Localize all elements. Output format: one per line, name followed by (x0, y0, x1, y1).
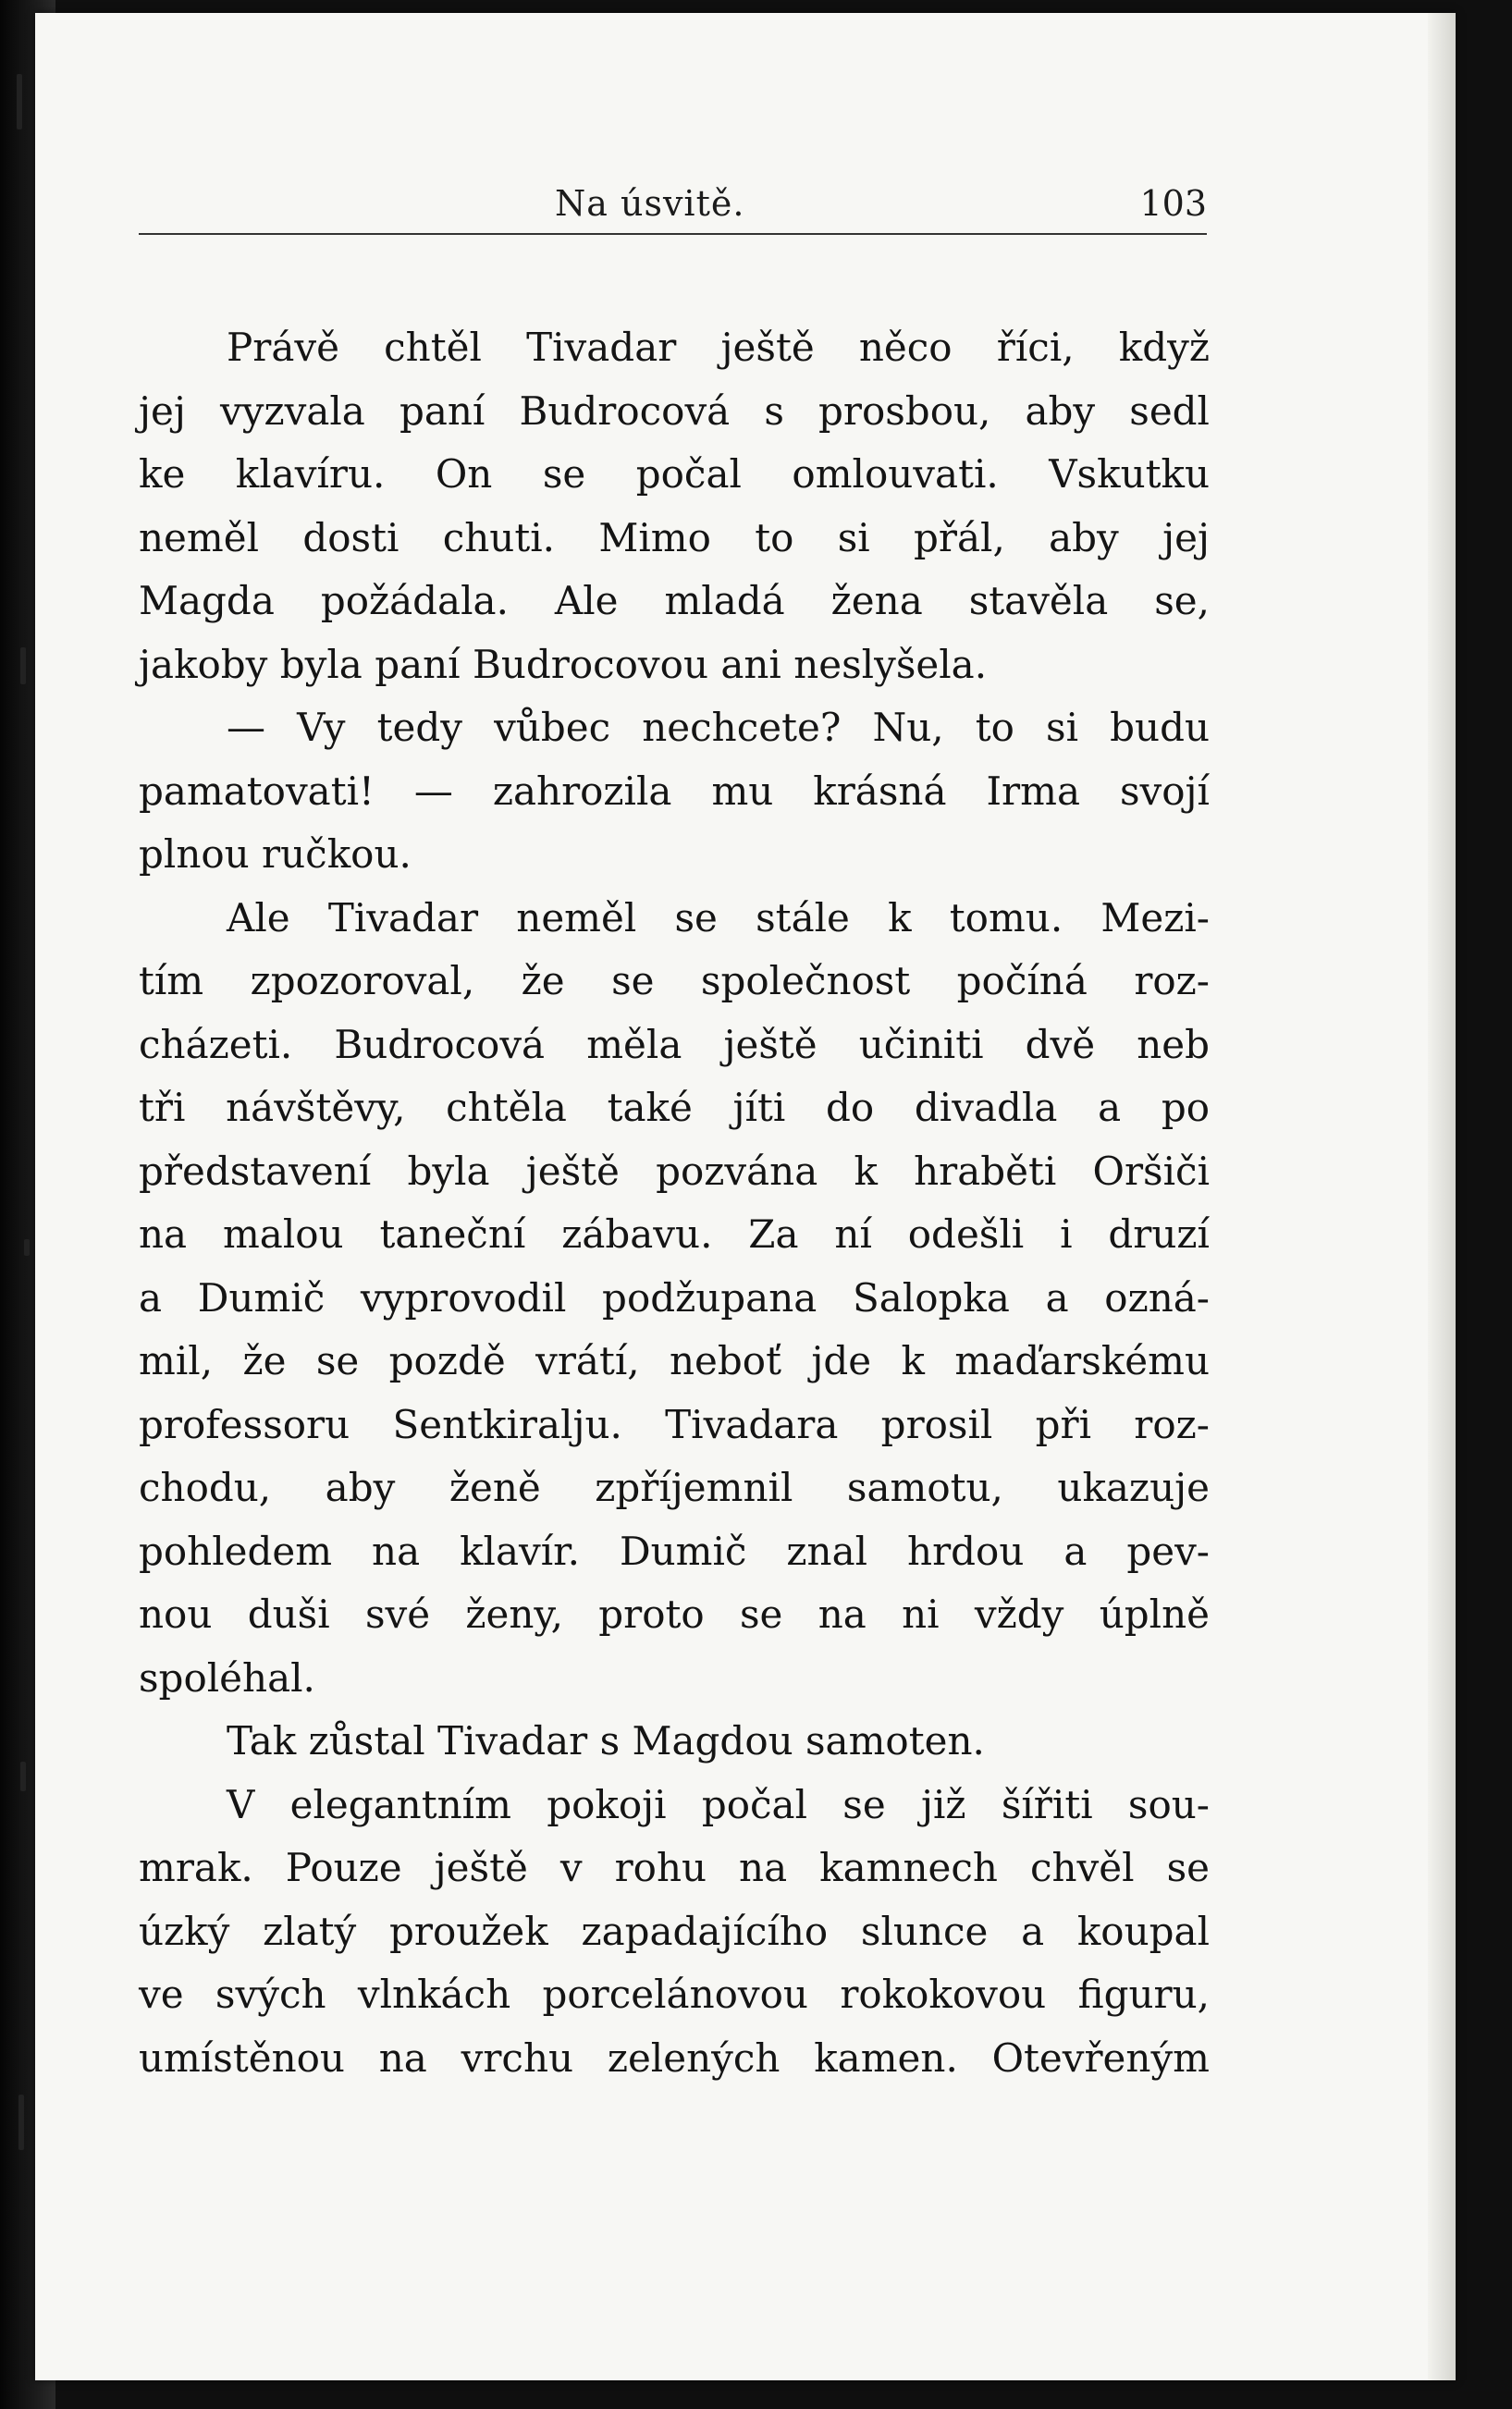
margin-mark (20, 647, 26, 684)
margin-mark (20, 1762, 26, 1791)
running-title: Na úsvitě. (555, 183, 745, 224)
page-number: 103 (1139, 183, 1207, 224)
text-line: Ale Tivadar neměl se stále k tomu. Mezi- (227, 894, 1210, 940)
header-rule (139, 233, 1207, 235)
text-line: nou duši své ženy, proto se na ni vždy úplně (139, 1592, 1210, 1637)
text-line: Tak zůstal Tivadar s Magdou samoten. (227, 1718, 985, 1764)
text-line: — Vy tedy vůbec nechcete? Nu, to si budu (227, 705, 1210, 750)
text-line: Právě chtěl Tivadar ještě něco říci, když (227, 325, 1210, 370)
text-line: V elegantním pokoji počal se již šířiti sou- (227, 1781, 1210, 1827)
text-line: tím zpozoroval, že se společnost počíná roz- (139, 958, 1210, 1003)
text-line: ve svých vlnkách porcelánovou rokokovou figuru, (139, 1972, 1210, 2017)
text-line: pohledem na klavír. Dumič znal hrdou a pev- (139, 1528, 1210, 1574)
text-line: pamatovati! — zahrozila mu krásná Irma svojí (139, 768, 1210, 814)
text-line: mrak. Pouze ještě v rohu na kamnech chvěl se (139, 1845, 1210, 1890)
text-line: neměl dosti chuti. Mimo to si přál, aby jej (139, 514, 1210, 560)
text-line: jakoby byla paní Budrocovou ani neslyšela. (139, 641, 988, 687)
text-line: a Dumič vyprovodil podžupana Salopka a ozná- (139, 1274, 1210, 1321)
margin-mark (24, 1239, 30, 1256)
text-line: tři návštěvy, chtěla také jíti do divadla a po (139, 1085, 1210, 1130)
text-line: cházeti. Budrocová měla ještě učiniti dvě neb (139, 1021, 1210, 1067)
text-line: spoléhal. (139, 1654, 315, 1701)
text-line: mil, že se pozdě vrátí, neboť jde k maďarskému (139, 1338, 1210, 1383)
page-edge-shading (1428, 13, 1456, 2380)
body-text (139, 316, 1210, 2090)
text-line: umístěnou na vrchu zelených kamen. Otevřeným (139, 2034, 1210, 2081)
text-line: chodu, aby ženě zpříjemnil samotu, ukazuje (139, 1465, 1210, 1510)
text-line: plnou ručkou. (139, 831, 412, 877)
text-line: na malou taneční zábavu. Za ní odešli i druzí (139, 1211, 1210, 1257)
text-line: Magda požádala. Ale mladá žena stavěla se, (139, 578, 1210, 623)
margin-mark (17, 74, 22, 129)
text-line: ke klavíru. On se počal omlouvati. Vskutku (139, 451, 1210, 497)
page-header (139, 176, 1207, 235)
text-line: professoru Sentkiralju. Tivadara prosil při roz- (139, 1401, 1210, 1447)
margin-mark (18, 2095, 24, 2150)
text-line: úzký zlatý proužek zapadajícího slunce a koupal (139, 1908, 1210, 1954)
text-line: jej vyzvala paní Budrocová s prosbou, aby sedl (139, 387, 1210, 434)
text-line: představení byla ještě pozvána k hraběti Oršiči (139, 1148, 1210, 1194)
